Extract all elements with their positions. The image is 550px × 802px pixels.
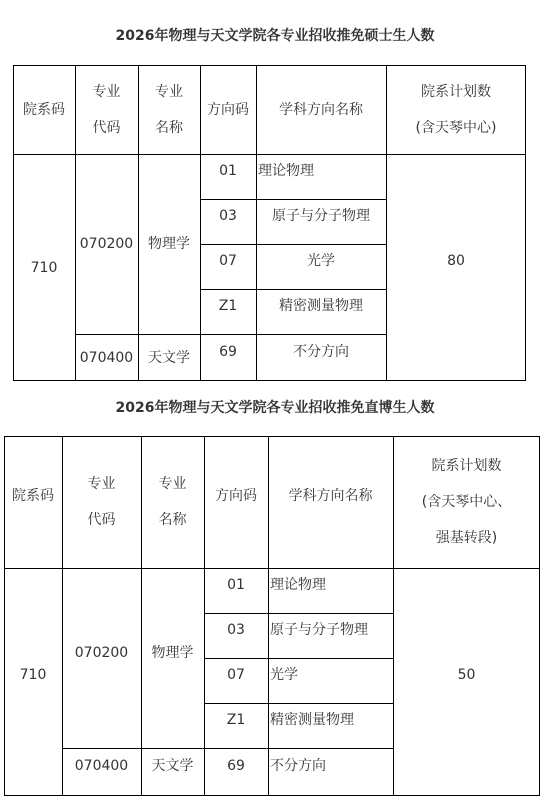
table2-dir-code: 03 xyxy=(227,621,245,638)
table2-title: 2026年物理与天文学院各专业招收推免直博生人数 xyxy=(115,400,435,416)
table2-major-name: 天文学 xyxy=(151,758,194,774)
table1-plan-count: 80 xyxy=(447,253,465,269)
table2-header-major-code: 专业 代码 xyxy=(87,476,116,528)
table1-dir-code: 03 xyxy=(219,207,237,224)
table1-major-name: 天文学 xyxy=(148,349,190,366)
table2-dir-name: 光学 xyxy=(270,666,298,683)
table2-major-code: 070400 xyxy=(74,758,129,774)
table1-title: 2026年物理与天文学院各专业招收推免硕士生人数 xyxy=(115,28,435,44)
table2-header-major-name: 专业 名称 xyxy=(158,476,187,528)
table2-plan-count: 50 xyxy=(457,667,476,683)
table2-major-code: 070200 xyxy=(74,645,129,661)
table1-header-dir-code: 方向码 xyxy=(207,101,249,118)
table2-dir-code: 01 xyxy=(227,576,245,593)
table2-header-dept: 院系码 xyxy=(12,487,54,504)
table2-dir-name: 精密测量物理 xyxy=(270,711,354,728)
table1-dir-code: 69 xyxy=(219,343,237,360)
table1-header-plan: 院系计划数 (含天琴中心) xyxy=(415,83,497,136)
table2-dir-name: 原子与分子物理 xyxy=(270,621,368,638)
table2-header-plan: 院系计划数 (含天琴中心、 强基转段) xyxy=(421,458,512,546)
table1-header-major-code: 专业 代码 xyxy=(92,83,121,136)
table1-major-name: 物理学 xyxy=(148,236,190,252)
table1-dir-code: 07 xyxy=(219,252,237,269)
table2-major-name: 物理学 xyxy=(151,645,194,661)
table2-dir-code: 69 xyxy=(227,758,245,774)
table1-dir-name: 光学 xyxy=(307,252,335,269)
table2-dir-code: Z1 xyxy=(226,711,246,728)
table1-dir-name: 精密测量物理 xyxy=(279,297,363,314)
table1-dir-code: Z1 xyxy=(218,297,238,314)
table1-dir-code: 01 xyxy=(219,162,237,179)
table2-dir-name: 不分方向 xyxy=(270,758,326,774)
table2-dept-code: 710 xyxy=(19,667,47,683)
table1-dir-name: 理论物理 xyxy=(258,162,314,179)
table1-header-dept: 院系码 xyxy=(23,101,65,118)
table2-dir-name: 理论物理 xyxy=(270,576,326,593)
table1-header-dir-name: 学科方向名称 xyxy=(279,101,363,118)
table1-header-major-name: 专业 名称 xyxy=(155,83,183,136)
table2-dir-code: 07 xyxy=(227,666,245,683)
table1-dir-name: 原子与分子物理 xyxy=(272,207,370,224)
table1-dept-code: 710 xyxy=(30,259,58,276)
table1-major-code: 070200 xyxy=(79,236,134,252)
table2-header-dir-name: 学科方向名称 xyxy=(288,487,373,504)
table1-major-code: 070400 xyxy=(79,349,134,366)
table1-dir-name: 不分方向 xyxy=(293,343,349,360)
table2-header-dir-code: 方向码 xyxy=(215,487,257,504)
